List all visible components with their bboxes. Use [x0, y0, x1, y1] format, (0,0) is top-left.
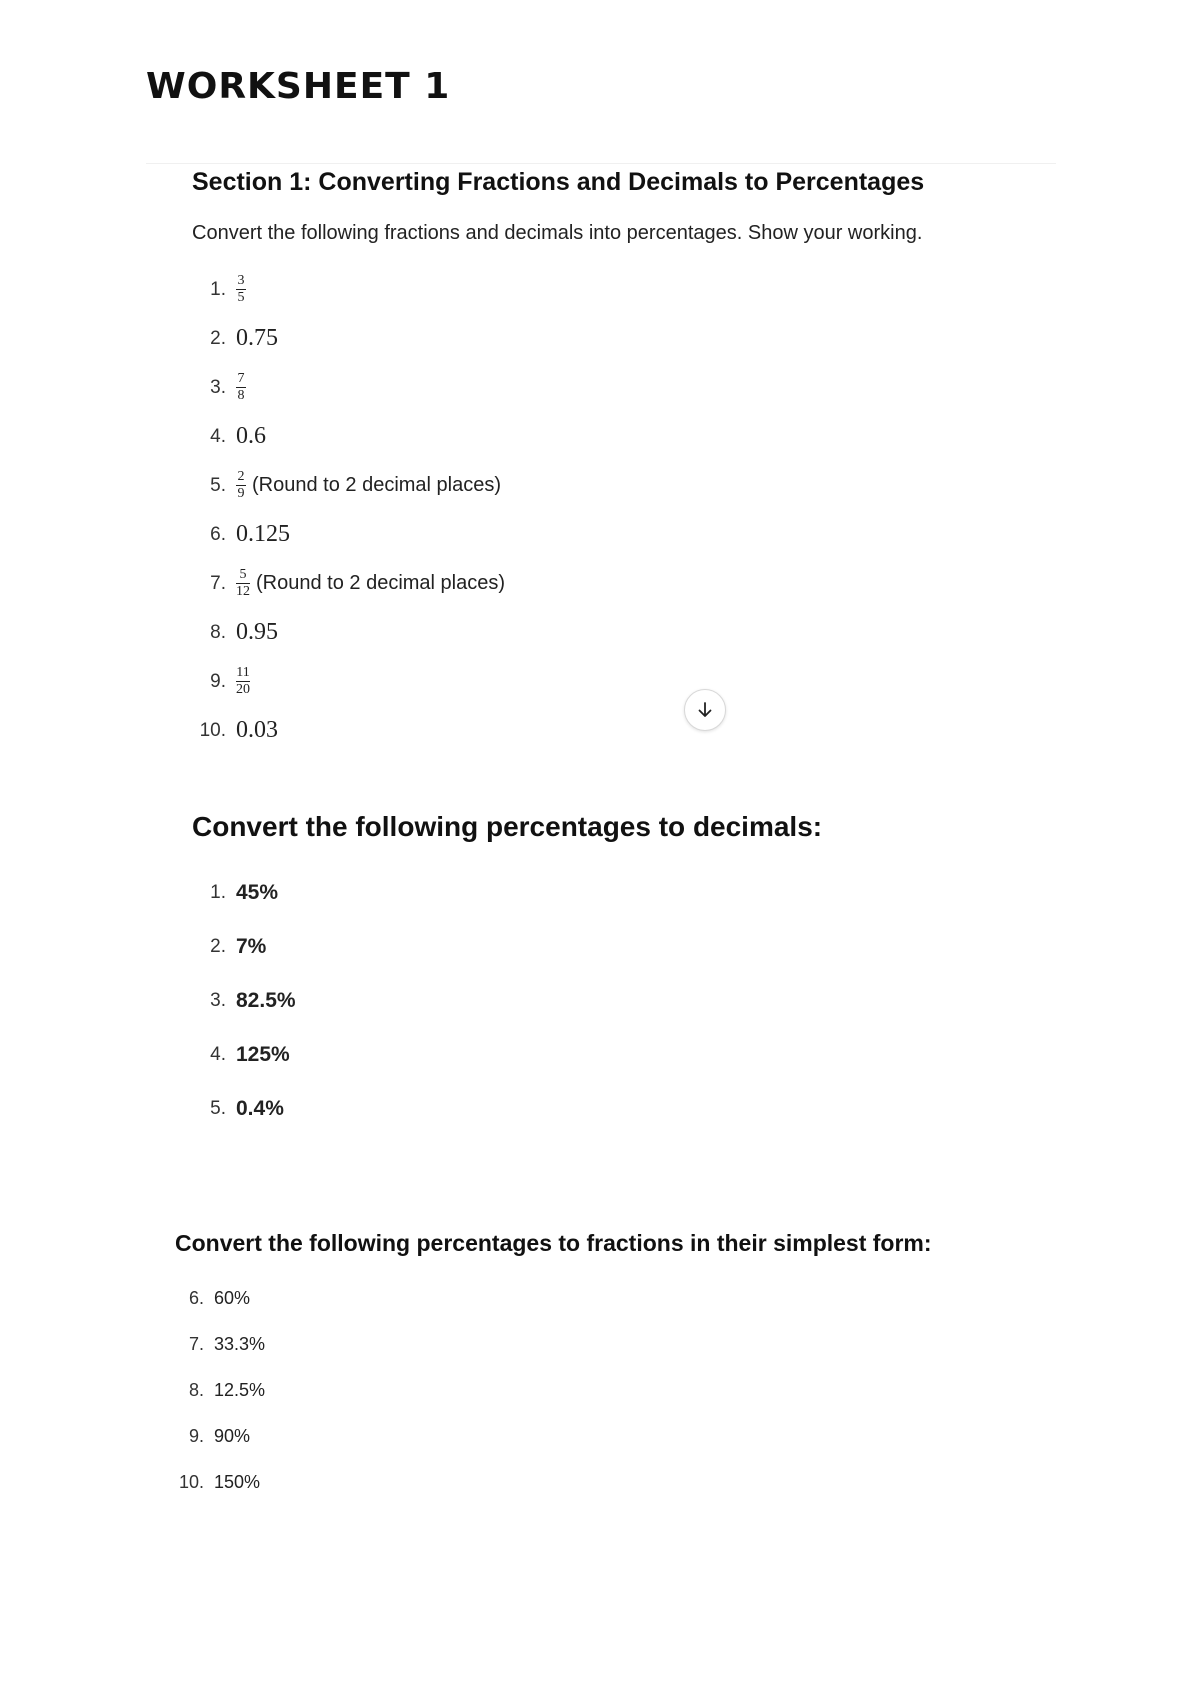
denominator: 9: [237, 486, 245, 501]
decimal-value: 0.95: [236, 619, 278, 645]
scroll-down-button[interactable]: [684, 689, 726, 731]
rounding-note: (Round to 2 decimal places): [256, 572, 506, 594]
percentage-value: 0.4%: [236, 1097, 284, 1120]
percentage-value: 90%: [214, 1425, 251, 1446]
item-number: 4.: [210, 425, 226, 447]
list-item: [192, 559, 505, 608]
fraction: [236, 274, 246, 305]
page-title: WORKSHEET 1: [146, 66, 451, 107]
list-item: [192, 706, 505, 755]
percentage-value: 12.5%: [214, 1379, 266, 1400]
section-2-heading: Convert the following percentages to decimals:: [192, 811, 823, 842]
item-number: 5.: [210, 474, 226, 496]
section-1-list: [192, 265, 505, 755]
item-number: 10.: [199, 719, 226, 741]
list-item: [192, 974, 296, 1028]
denominator: 5: [237, 290, 245, 305]
rounding-note: (Round to 2 decimal places): [252, 474, 502, 496]
section-2-list: [192, 866, 296, 1136]
list-item: [192, 866, 296, 920]
denominator: 12: [236, 584, 250, 599]
list-item: [192, 920, 296, 974]
item-number: 9.: [210, 670, 226, 692]
divider: [146, 163, 1056, 164]
numerator: 7: [237, 371, 245, 386]
item-number: 6.: [210, 523, 226, 545]
section-1-heading: Section 1: Converting Fractions and Decimals to Percentages: [192, 168, 925, 196]
percentage-value: 7%: [236, 935, 267, 958]
item-number: 8.: [210, 621, 226, 643]
item-number: 1.: [210, 278, 226, 300]
list-item: [192, 265, 505, 314]
numerator: 11: [236, 665, 250, 680]
item-number: 7.: [188, 1333, 204, 1354]
list-item: [192, 363, 505, 412]
percentage-value: 60%: [214, 1287, 251, 1308]
fraction: [236, 568, 250, 599]
numerator: 5: [239, 567, 247, 582]
item-number: 7.: [210, 572, 226, 594]
item-number: 3.: [210, 376, 226, 398]
list-item: [192, 1028, 296, 1082]
denominator: 8: [237, 388, 245, 403]
list-item: [170, 1413, 265, 1459]
list-item: [170, 1321, 265, 1367]
decimal-value: 0.03: [236, 717, 278, 743]
item-number: 9.: [188, 1425, 204, 1446]
list-item: [170, 1459, 265, 1505]
list-item: [192, 461, 505, 510]
decimal-value: 0.125: [236, 521, 290, 547]
item-number: 10.: [178, 1471, 204, 1492]
item-number: 3.: [210, 990, 226, 1011]
list-item: [192, 510, 505, 559]
item-number: 5.: [210, 1098, 226, 1119]
section-1-instructions: Convert the following fractions and decimals into percentages. Show your working.: [192, 222, 923, 244]
numerator: 2: [237, 469, 245, 484]
item-number: 6.: [188, 1287, 204, 1308]
percentage-value: 33.3%: [214, 1333, 266, 1354]
percentage-value: 82.5%: [236, 989, 296, 1012]
list-item: [192, 1082, 296, 1136]
percentage-value: 45%: [236, 881, 279, 904]
fraction: [236, 372, 246, 403]
list-item: [192, 314, 505, 363]
percentage-value: 150%: [214, 1471, 261, 1492]
numerator: 3: [237, 273, 245, 288]
section-3-list: [170, 1275, 265, 1505]
section-3-heading: Convert the following percentages to fractions in their simplest form:: [175, 1230, 932, 1256]
item-number: 1.: [210, 882, 226, 903]
list-item: [192, 608, 505, 657]
item-number: 2.: [210, 936, 226, 957]
list-item: [192, 657, 505, 706]
denominator: 20: [236, 682, 250, 697]
decimal-value: 0.6: [236, 423, 266, 449]
decimal-value: 0.75: [236, 325, 278, 351]
item-number: 8.: [188, 1379, 204, 1400]
list-item: [192, 412, 505, 461]
percentage-value: 125%: [236, 1043, 290, 1066]
list-item: [170, 1367, 265, 1413]
item-number: 2.: [210, 327, 226, 349]
arrow-down-icon: [695, 700, 715, 720]
fraction: [236, 470, 246, 501]
fraction: [236, 666, 250, 697]
item-number: 4.: [210, 1044, 226, 1065]
list-item: [170, 1275, 265, 1321]
